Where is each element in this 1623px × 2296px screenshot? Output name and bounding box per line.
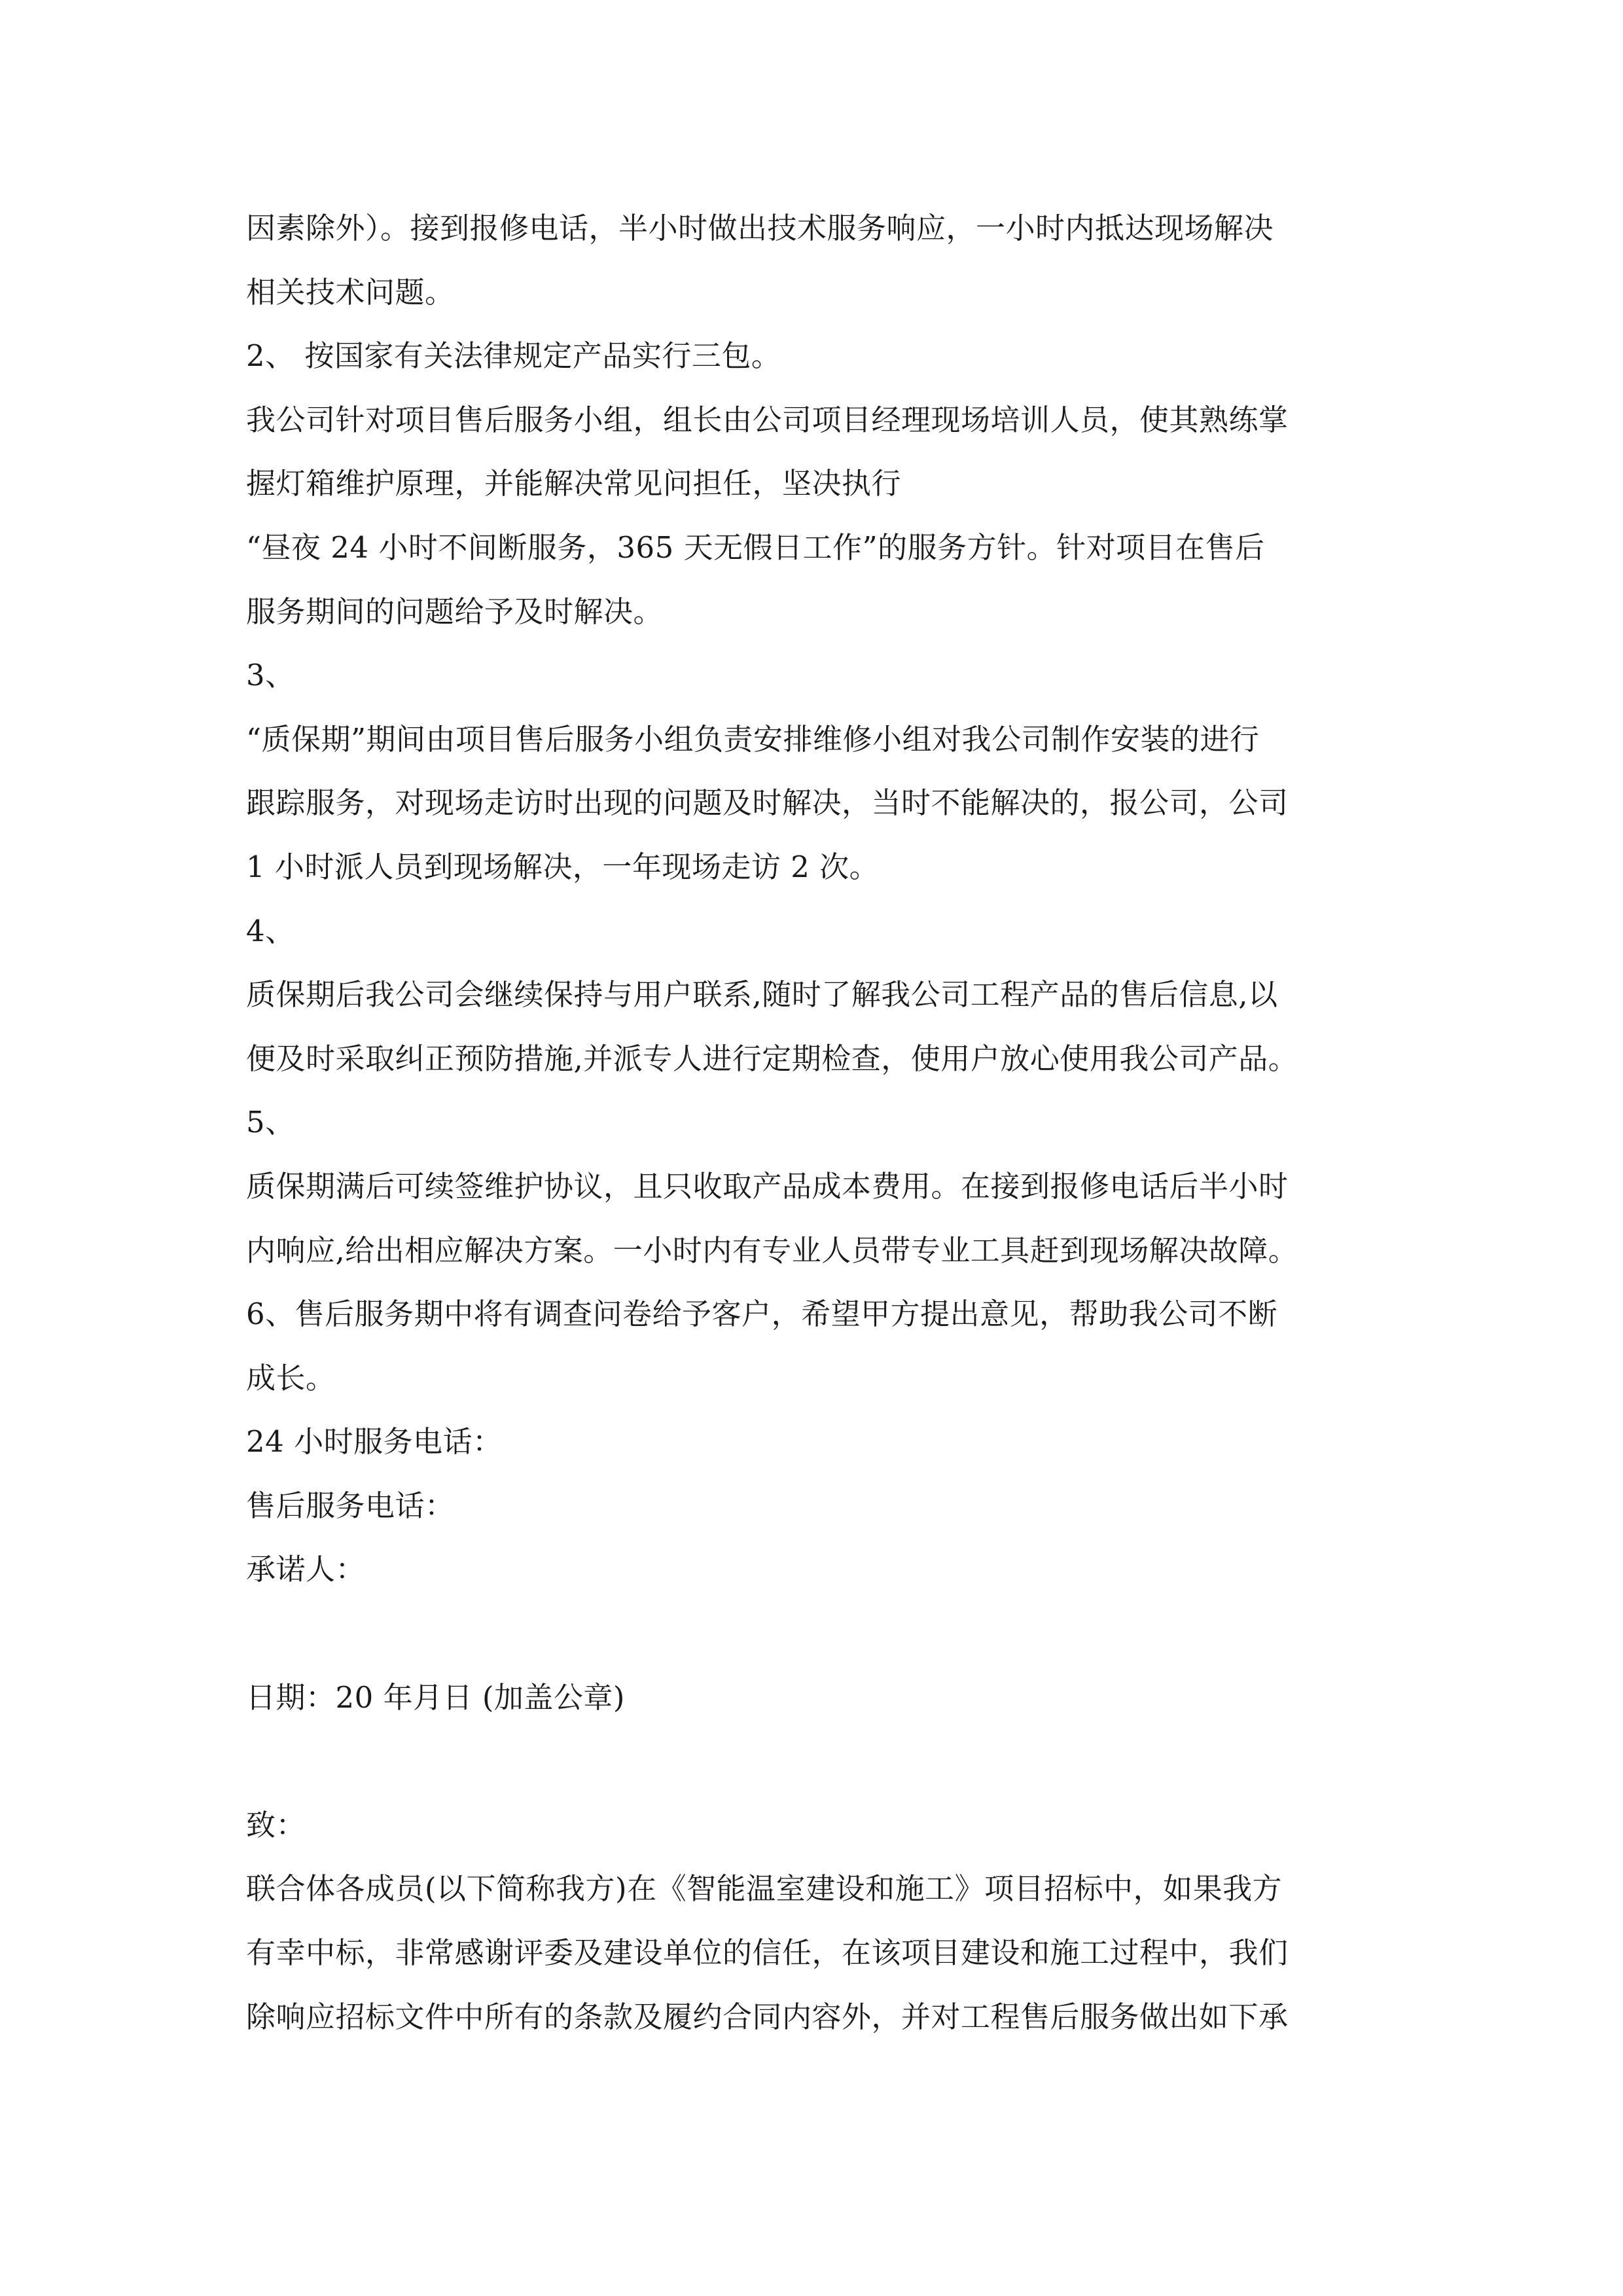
service-phone-24h: 24 小时服务电话：	[246, 1424, 503, 1460]
text-line: 除响应招标文件中所有的条款及履约合同内容外，并对工程售后服务做出如下承	[246, 1999, 1289, 2034]
salutation: 致：	[246, 1807, 306, 1842]
text-line: “昼夜 24 小时不间断服务，365 天无假日工作”的服务方针。针对项目在售后	[246, 529, 1265, 565]
blank-line	[246, 1729, 1398, 1793]
after-sales-phone: 售后服务电话：	[246, 1488, 455, 1523]
text-line: 4、	[246, 913, 295, 948]
text-line: 有幸中标，非常感谢评委及建设单位的信任，在该项目建设和施工过程中，我们	[246, 1935, 1289, 1971]
text-line: 联合体各成员(以下简称我方)在《智能温室建设和施工》项目招标中，如果我方	[246, 1871, 1283, 1907]
promisor-label: 承诺人：	[246, 1552, 366, 1587]
blank-line	[246, 1602, 1398, 1666]
text-line: 内响应,给出相应解决方案。一小时内有专业人员带专业工具赶到现场解决故障。	[246, 1232, 1298, 1268]
text-line: 握灯箱维护原理，并能解决常见问担任，坚决执行	[246, 466, 902, 501]
text-line: 成长。	[246, 1360, 336, 1395]
text-line: 5、	[246, 1105, 295, 1140]
text-line: 质保期后我公司会继续保持与用户联系,随时了解我公司工程产品的售后信息,以	[246, 977, 1278, 1013]
text-line: 质保期满后可续签维护协议，且只收取产品成本费用。在接到报修电话后半小时	[246, 1168, 1289, 1204]
text-line: 服务期间的问题给予及时解决。	[246, 594, 664, 629]
text-line: 跟踪服务，对现场走访时出现的问题及时解决，当时不能解决的，报公司，公司	[246, 785, 1289, 821]
text-line: 因素除外）。接到报修电话，半小时做出技术服务响应，一小时内抵达现场解决	[246, 211, 1274, 245]
text-line: 3、	[246, 658, 295, 693]
text-line: 2、 按国家有关法律规定产品实行三包。	[246, 338, 781, 374]
text-line: 相关技术问题。	[246, 274, 455, 310]
text-line: 1 小时派人员到现场解决，一年现场走访 2 次。	[246, 849, 880, 884]
text-line: 6、售后服务期中将有调查问卷给予客户，希望甲方提出意见，帮助我公司不断	[246, 1297, 1278, 1332]
text-line: 便及时采取纠正预防措施,并派专人进行定期检查，使用户放心使用我公司产品。	[246, 1041, 1298, 1076]
document-body	[246, 196, 1398, 2049]
date-line: 日期：20 年月日 (加盖公章)	[246, 1679, 625, 1715]
text-line: 我公司针对项目售后服务小组，组长由公司项目经理现场培训人员，使其熟练掌	[246, 402, 1289, 437]
text-line: “质保期”期间由项目售后服务小组负责安排维修小组对我公司制作安装的进行	[246, 721, 1260, 757]
